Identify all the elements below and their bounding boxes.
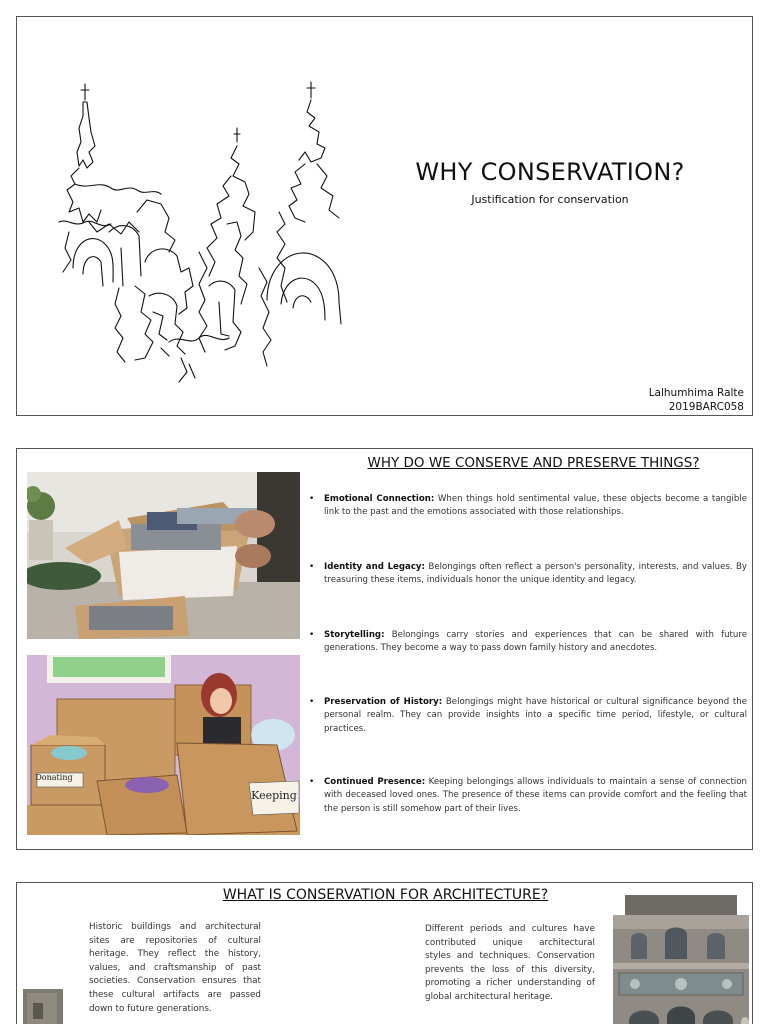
bullet-term: Preservation of History: bbox=[324, 697, 443, 707]
bullet-term: Identity and Legacy: bbox=[324, 562, 425, 572]
heritage-facade-photo bbox=[611, 889, 751, 1024]
bullet-text: When things hold sentimental value, these objects become a tangible link to the past and the emotions associated with those relationships. bbox=[324, 494, 747, 518]
memorabilia-box-photo bbox=[27, 472, 300, 639]
author-name: Lalhumhima Ralte bbox=[648, 387, 744, 399]
architecture-slide bbox=[16, 882, 753, 1024]
title-slide bbox=[16, 16, 753, 416]
donating-keeping-illustration bbox=[27, 655, 300, 835]
section-heading: WHY DO WE CONSERVE AND PRESERVE THINGS? bbox=[367, 455, 700, 471]
list-item bbox=[309, 629, 747, 656]
heritage-paragraph: Historic buildings and architectural sites are repositories of cultural heritage. They reflect the history, values, and craftsmanship of past societies. Conservation ensures that these cultural artifacts are passed down to future generations. bbox=[89, 922, 261, 1014]
bullet-term: Continued Presence: bbox=[324, 777, 426, 787]
diversity-paragraph: Different periods and cultures have contributed unique architectural styles and techniques. Conservation prevents the loss of this diversity, promoting a richer understanding of global architectural heritage. bbox=[425, 924, 595, 1002]
donating-label: Donating bbox=[35, 773, 73, 782]
ruin-thumbnail bbox=[23, 989, 63, 1024]
keeping-label: Keeping bbox=[251, 789, 297, 802]
cathedral-sketch-illustration bbox=[49, 72, 349, 392]
bullet-text: Belongings carry stories and experiences that can be shared with future generations. They become a way to pass down family history and anecdotes. bbox=[324, 630, 747, 654]
list-item bbox=[309, 776, 747, 816]
bullet-term: Storytelling: bbox=[324, 630, 385, 640]
bullet-text: Belongings often reflect a person's personality, interests, and values. By treasuring these items, individuals honor the unique identity and legacy. bbox=[324, 562, 748, 586]
list-item bbox=[309, 696, 747, 736]
author-block bbox=[649, 386, 744, 414]
bullet-icon: • bbox=[309, 777, 315, 787]
page-subtitle: Justification for conservation bbox=[471, 193, 629, 206]
list-item bbox=[309, 561, 747, 588]
section-heading: WHAT IS CONSERVATION FOR ARCHITECTURE? bbox=[222, 887, 549, 903]
bullet-icon: • bbox=[309, 697, 315, 707]
list-item bbox=[309, 493, 747, 520]
bullet-icon: • bbox=[309, 494, 315, 504]
bullet-term: Emotional Connection: bbox=[324, 494, 435, 504]
author-id: 2019BARC058 bbox=[668, 401, 744, 413]
bullet-icon: • bbox=[309, 630, 315, 640]
page-title: WHY CONSERVATION? bbox=[415, 158, 685, 186]
reasons-slide bbox=[16, 448, 753, 850]
bullet-icon: • bbox=[309, 562, 315, 572]
bullet-text: Belongings might have historical or cultural significance beyond the personal realm. They can provide insights into a specific time period, lifestyle, or cultural practices. bbox=[324, 697, 747, 734]
bullet-text: Keeping belongings allows individuals to maintain a sense of connection with deceased loved ones. The presence of these items can provide comfort and the feeling that the person is still somehow part of their lives. bbox=[324, 777, 747, 814]
